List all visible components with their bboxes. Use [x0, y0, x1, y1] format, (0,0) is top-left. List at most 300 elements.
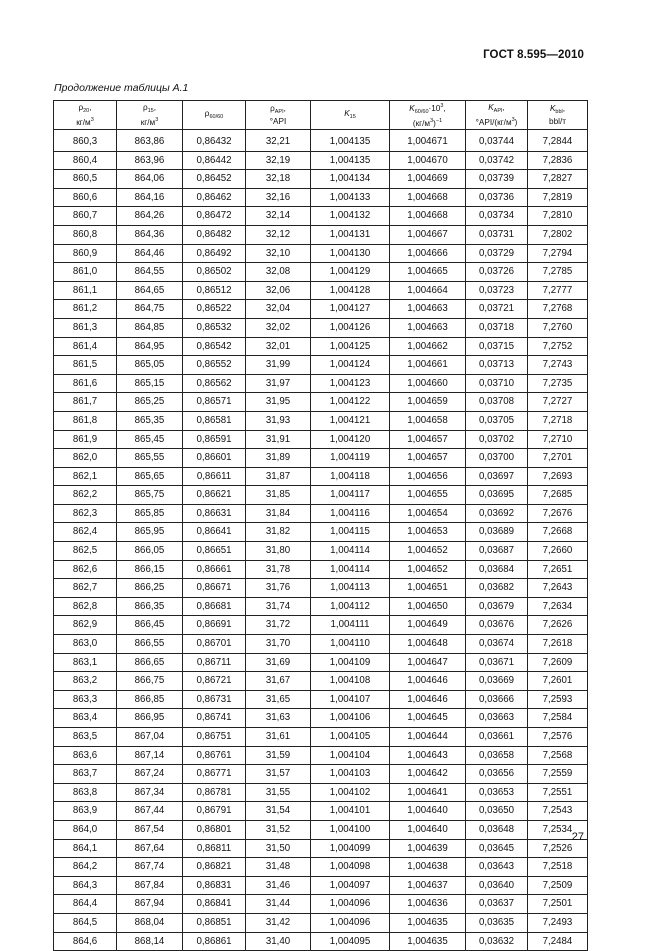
- cell-kbbl: 7,2651: [528, 560, 588, 579]
- cell-kapi: 0,03684: [466, 560, 528, 579]
- cell-kapi: 0,03637: [466, 895, 528, 914]
- table-row: [54, 820, 588, 839]
- cell-rho15: 867,54: [117, 820, 183, 839]
- cell-k15: 1,004115: [311, 523, 390, 542]
- cell-rho20: 861,7: [54, 393, 117, 412]
- cell-k6060: 1,004640: [390, 802, 466, 821]
- cell-rho20: 861,0: [54, 263, 117, 282]
- cell-kapi: 0,03669: [466, 672, 528, 691]
- cell-rho20: 862,7: [54, 579, 117, 598]
- cell-rhoapi: 31,42: [246, 913, 311, 932]
- cell-k15: 1,004103: [311, 765, 390, 784]
- cell-rho20: 863,0: [54, 635, 117, 654]
- cell-rho6060: 0,86771: [183, 765, 246, 784]
- table-row: [54, 802, 588, 821]
- cell-k15: 1,004109: [311, 653, 390, 672]
- cell-k6060: 1,004651: [390, 579, 466, 598]
- cell-rhoapi: 32,16: [246, 188, 311, 207]
- cell-rhoapi: 32,21: [246, 130, 311, 152]
- cell-rho6060: 0,86552: [183, 356, 246, 375]
- cell-kbbl: 7,2634: [528, 597, 588, 616]
- cell-kapi: 0,03635: [466, 913, 528, 932]
- cell-k6060: 1,004660: [390, 374, 466, 393]
- cell-kbbl: 7,2660: [528, 542, 588, 561]
- cell-kapi: 0,03653: [466, 783, 528, 802]
- cell-rho15: 865,95: [117, 523, 183, 542]
- cell-k15: 1,004105: [311, 728, 390, 747]
- cell-rho15: 865,75: [117, 486, 183, 505]
- cell-k6060: 1,004637: [390, 876, 466, 895]
- cell-k6060: 1,004643: [390, 746, 466, 765]
- cell-kbbl: 7,2777: [528, 281, 588, 300]
- cell-k6060: 1,004646: [390, 690, 466, 709]
- cell-rho15: 867,64: [117, 839, 183, 858]
- cell-k15: 1,004096: [311, 913, 390, 932]
- cell-kapi: 0,03739: [466, 170, 528, 189]
- cell-k15: 1,004135: [311, 151, 390, 170]
- cell-kbbl: 7,2584: [528, 709, 588, 728]
- cell-rho15: 867,04: [117, 728, 183, 747]
- table-row: [54, 579, 588, 598]
- cell-k6060: 1,004653: [390, 523, 466, 542]
- cell-rhoapi: 31,44: [246, 895, 311, 914]
- cell-k15: 1,004107: [311, 690, 390, 709]
- table-row: [54, 635, 588, 654]
- cell-kapi: 0,03640: [466, 876, 528, 895]
- cell-k15: 1,004116: [311, 504, 390, 523]
- cell-rhoapi: 31,59: [246, 746, 311, 765]
- cell-k15: 1,004125: [311, 337, 390, 356]
- cell-rho20: 862,1: [54, 467, 117, 486]
- cell-k15: 1,004098: [311, 858, 390, 877]
- cell-kbbl: 7,2643: [528, 579, 588, 598]
- cell-k15: 1,004122: [311, 393, 390, 412]
- cell-rho20: 864,6: [54, 932, 117, 951]
- cell-kapi: 0,03676: [466, 616, 528, 635]
- cell-k6060: 1,004668: [390, 188, 466, 207]
- cell-kbbl: 7,2810: [528, 207, 588, 226]
- cell-k6060: 1,004669: [390, 170, 466, 189]
- cell-rhoapi: 31,57: [246, 765, 311, 784]
- cell-rhoapi: 31,80: [246, 542, 311, 561]
- table-row: [54, 523, 588, 542]
- cell-rho20: 861,6: [54, 374, 117, 393]
- cell-k15: 1,004123: [311, 374, 390, 393]
- cell-rho20: 864,2: [54, 858, 117, 877]
- cell-kapi: 0,03645: [466, 839, 528, 858]
- cell-k6060: 1,004650: [390, 597, 466, 616]
- cell-k6060: 1,004639: [390, 839, 466, 858]
- table-row: [54, 728, 588, 747]
- cell-rhoapi: 32,10: [246, 244, 311, 263]
- data-table: [53, 100, 588, 951]
- cell-rho15: 867,94: [117, 895, 183, 914]
- cell-rho15: 866,95: [117, 709, 183, 728]
- cell-kbbl: 7,2802: [528, 225, 588, 244]
- cell-kbbl: 7,2493: [528, 913, 588, 932]
- cell-k6060: 1,004635: [390, 913, 466, 932]
- cell-k6060: 1,004647: [390, 653, 466, 672]
- table-row: [54, 560, 588, 579]
- cell-rho20: 860,6: [54, 188, 117, 207]
- cell-rhoapi: 31,46: [246, 876, 311, 895]
- cell-rho20: 860,4: [54, 151, 117, 170]
- cell-rho20: 863,7: [54, 765, 117, 784]
- cell-kapi: 0,03710: [466, 374, 528, 393]
- cell-k15: 1,004113: [311, 579, 390, 598]
- cell-rhoapi: 31,50: [246, 839, 311, 858]
- cell-kapi: 0,03715: [466, 337, 528, 356]
- cell-rhoapi: 31,89: [246, 449, 311, 468]
- cell-rhoapi: 31,85: [246, 486, 311, 505]
- cell-rho20: 862,2: [54, 486, 117, 505]
- cell-k6060: 1,004636: [390, 895, 466, 914]
- cell-k6060: 1,004666: [390, 244, 466, 263]
- cell-rho6060: 0,86781: [183, 783, 246, 802]
- cell-kapi: 0,03650: [466, 802, 528, 821]
- cell-kbbl: 7,2735: [528, 374, 588, 393]
- cell-rho15: 864,46: [117, 244, 183, 263]
- cell-rho6060: 0,86581: [183, 411, 246, 430]
- cell-rho15: 865,35: [117, 411, 183, 430]
- cell-rhoapi: 31,78: [246, 560, 311, 579]
- cell-kapi: 0,03734: [466, 207, 528, 226]
- cell-rho6060: 0,86502: [183, 263, 246, 282]
- cell-rho6060: 0,86571: [183, 393, 246, 412]
- cell-k6060: 1,004665: [390, 263, 466, 282]
- cell-rho20: 862,4: [54, 523, 117, 542]
- cell-kbbl: 7,2618: [528, 635, 588, 654]
- cell-rho6060: 0,86542: [183, 337, 246, 356]
- cell-rho15: 864,75: [117, 300, 183, 319]
- cell-k15: 1,004111: [311, 616, 390, 635]
- cell-rhoapi: 32,19: [246, 151, 311, 170]
- cell-rho6060: 0,86562: [183, 374, 246, 393]
- table-row: [54, 263, 588, 282]
- cell-kapi: 0,03671: [466, 653, 528, 672]
- cell-kapi: 0,03718: [466, 318, 528, 337]
- table-row: [54, 913, 588, 932]
- cell-rho15: 864,16: [117, 188, 183, 207]
- table-row: [54, 449, 588, 468]
- cell-k15: 1,004096: [311, 895, 390, 914]
- cell-k6060: 1,004671: [390, 130, 466, 152]
- cell-k6060: 1,004645: [390, 709, 466, 728]
- cell-rho20: 860,5: [54, 170, 117, 189]
- table-row: [54, 597, 588, 616]
- cell-rho20: 862,3: [54, 504, 117, 523]
- cell-rho6060: 0,86831: [183, 876, 246, 895]
- cell-kbbl: 7,2518: [528, 858, 588, 877]
- cell-rho15: 865,65: [117, 467, 183, 486]
- cell-k15: 1,004101: [311, 802, 390, 821]
- cell-rho15: 865,25: [117, 393, 183, 412]
- cell-kbbl: 7,2501: [528, 895, 588, 914]
- cell-rho20: 861,5: [54, 356, 117, 375]
- cell-rhoapi: 31,65: [246, 690, 311, 709]
- cell-kapi: 0,03674: [466, 635, 528, 654]
- table-row: [54, 895, 588, 914]
- table-body: [54, 130, 588, 951]
- cell-rho15: 865,15: [117, 374, 183, 393]
- table-row: [54, 188, 588, 207]
- cell-rho6060: 0,86661: [183, 560, 246, 579]
- cell-k6060: 1,004638: [390, 858, 466, 877]
- table-header-row: [54, 101, 588, 130]
- cell-rho6060: 0,86591: [183, 430, 246, 449]
- table-row: [54, 690, 588, 709]
- cell-kapi: 0,03708: [466, 393, 528, 412]
- col-header-rhoapi: $\rho_{API}$, °API: [246, 101, 311, 130]
- cell-kapi: 0,03702: [466, 430, 528, 449]
- col-header-kbbl: $K_{bbl}$, bbl/т: [528, 101, 588, 130]
- cell-kapi: 0,03663: [466, 709, 528, 728]
- table-row: [54, 281, 588, 300]
- cell-rho20: 862,6: [54, 560, 117, 579]
- table-row: [54, 300, 588, 319]
- cell-kapi: 0,03661: [466, 728, 528, 747]
- cell-k15: 1,004110: [311, 635, 390, 654]
- cell-kapi: 0,03744: [466, 130, 528, 152]
- cell-k6060: 1,004646: [390, 672, 466, 691]
- cell-rhoapi: 32,12: [246, 225, 311, 244]
- cell-k15: 1,004119: [311, 449, 390, 468]
- cell-rho6060: 0,86741: [183, 709, 246, 728]
- cell-rhoapi: 31,54: [246, 802, 311, 821]
- cell-k15: 1,004131: [311, 225, 390, 244]
- cell-rho20: 861,8: [54, 411, 117, 430]
- cell-k15: 1,004129: [311, 263, 390, 282]
- cell-rho6060: 0,86671: [183, 579, 246, 598]
- cell-rho15: 864,26: [117, 207, 183, 226]
- cell-kbbl: 7,2551: [528, 783, 588, 802]
- table-row: [54, 411, 588, 430]
- cell-rhoapi: 31,48: [246, 858, 311, 877]
- cell-kapi: 0,03632: [466, 932, 528, 951]
- cell-k6060: 1,004658: [390, 411, 466, 430]
- cell-kbbl: 7,2685: [528, 486, 588, 505]
- cell-rho6060: 0,86791: [183, 802, 246, 821]
- table-caption: Продолжение таблицы А.1: [54, 82, 189, 94]
- cell-rho20: 863,6: [54, 746, 117, 765]
- cell-rho6060: 0,86841: [183, 895, 246, 914]
- cell-kbbl: 7,2484: [528, 932, 588, 951]
- cell-rho20: 864,3: [54, 876, 117, 895]
- table-row: [54, 337, 588, 356]
- cell-k15: 1,004128: [311, 281, 390, 300]
- cell-kbbl: 7,2844: [528, 130, 588, 152]
- cell-kbbl: 7,2601: [528, 672, 588, 691]
- cell-rhoapi: 31,40: [246, 932, 311, 951]
- cell-rho6060: 0,86721: [183, 672, 246, 691]
- cell-kbbl: 7,2827: [528, 170, 588, 189]
- cell-rho15: 866,25: [117, 579, 183, 598]
- table-row: [54, 170, 588, 189]
- cell-rho15: 864,95: [117, 337, 183, 356]
- cell-rho6060: 0,86801: [183, 820, 246, 839]
- table-row: [54, 225, 588, 244]
- cell-rho6060: 0,86452: [183, 170, 246, 189]
- cell-rho6060: 0,86462: [183, 188, 246, 207]
- cell-k15: 1,004130: [311, 244, 390, 263]
- cell-rhoapi: 31,52: [246, 820, 311, 839]
- cell-kbbl: 7,2543: [528, 802, 588, 821]
- cell-rho20: 862,8: [54, 597, 117, 616]
- cell-k6060: 1,004667: [390, 225, 466, 244]
- table-row: [54, 653, 588, 672]
- cell-rhoapi: 31,84: [246, 504, 311, 523]
- cell-kbbl: 7,2568: [528, 746, 588, 765]
- cell-rho15: 866,55: [117, 635, 183, 654]
- table-row: [54, 356, 588, 375]
- cell-kbbl: 7,2609: [528, 653, 588, 672]
- table-row: [54, 130, 588, 152]
- cell-kbbl: 7,2768: [528, 300, 588, 319]
- cell-kbbl: 7,2509: [528, 876, 588, 895]
- cell-k6060: 1,004641: [390, 783, 466, 802]
- cell-rhoapi: 31,95: [246, 393, 311, 412]
- cell-rho15: 863,96: [117, 151, 183, 170]
- cell-rho20: 862,5: [54, 542, 117, 561]
- cell-k15: 1,004097: [311, 876, 390, 895]
- cell-k6060: 1,004659: [390, 393, 466, 412]
- cell-k15: 1,004117: [311, 486, 390, 505]
- cell-k15: 1,004124: [311, 356, 390, 375]
- cell-rhoapi: 31,82: [246, 523, 311, 542]
- cell-rho15: 864,65: [117, 281, 183, 300]
- cell-k15: 1,004126: [311, 318, 390, 337]
- cell-rhoapi: 31,74: [246, 597, 311, 616]
- cell-rho6060: 0,86731: [183, 690, 246, 709]
- cell-rhoapi: 32,04: [246, 300, 311, 319]
- cell-k15: 1,004106: [311, 709, 390, 728]
- cell-rho6060: 0,86641: [183, 523, 246, 542]
- table-row: [54, 858, 588, 877]
- cell-k6060: 1,004657: [390, 449, 466, 468]
- cell-kapi: 0,03695: [466, 486, 528, 505]
- cell-rhoapi: 31,87: [246, 467, 311, 486]
- cell-kapi: 0,03682: [466, 579, 528, 598]
- cell-rhoapi: 31,67: [246, 672, 311, 691]
- cell-kapi: 0,03656: [466, 765, 528, 784]
- cell-rho6060: 0,86621: [183, 486, 246, 505]
- cell-kbbl: 7,2534: [528, 820, 588, 839]
- cell-rhoapi: 31,61: [246, 728, 311, 747]
- cell-rho20: 863,3: [54, 690, 117, 709]
- cell-kbbl: 7,2794: [528, 244, 588, 263]
- cell-k6060: 1,004635: [390, 932, 466, 951]
- cell-kbbl: 7,2710: [528, 430, 588, 449]
- table-row: [54, 504, 588, 523]
- cell-rho20: 862,0: [54, 449, 117, 468]
- cell-kapi: 0,03689: [466, 523, 528, 542]
- cell-kbbl: 7,2693: [528, 467, 588, 486]
- cell-k6060: 1,004657: [390, 430, 466, 449]
- cell-k6060: 1,004644: [390, 728, 466, 747]
- cell-kbbl: 7,2785: [528, 263, 588, 282]
- cell-rho20: 864,5: [54, 913, 117, 932]
- cell-k15: 1,004134: [311, 170, 390, 189]
- cell-kapi: 0,03731: [466, 225, 528, 244]
- cell-kbbl: 7,2718: [528, 411, 588, 430]
- cell-k15: 1,004112: [311, 597, 390, 616]
- cell-rho6060: 0,86432: [183, 130, 246, 152]
- cell-k6060: 1,004652: [390, 542, 466, 561]
- cell-k6060: 1,004652: [390, 560, 466, 579]
- cell-rho20: 861,9: [54, 430, 117, 449]
- cell-rho6060: 0,86711: [183, 653, 246, 672]
- cell-rhoapi: 32,01: [246, 337, 311, 356]
- cell-rho20: 863,4: [54, 709, 117, 728]
- cell-rhoapi: 31,76: [246, 579, 311, 598]
- cell-k15: 1,004099: [311, 839, 390, 858]
- cell-rho6060: 0,86512: [183, 281, 246, 300]
- cell-k6060: 1,004648: [390, 635, 466, 654]
- cell-rho6060: 0,86691: [183, 616, 246, 635]
- cell-rho20: 861,4: [54, 337, 117, 356]
- cell-k15: 1,004133: [311, 188, 390, 207]
- cell-rho6060: 0,86472: [183, 207, 246, 226]
- cell-rho15: 864,36: [117, 225, 183, 244]
- cell-rho15: 866,85: [117, 690, 183, 709]
- cell-rhoapi: 31,72: [246, 616, 311, 635]
- cell-rho6060: 0,86631: [183, 504, 246, 523]
- cell-rho20: 860,3: [54, 130, 117, 152]
- cell-rho15: 865,45: [117, 430, 183, 449]
- cell-k15: 1,004135: [311, 130, 390, 152]
- cell-rho20: 864,0: [54, 820, 117, 839]
- cell-kbbl: 7,2836: [528, 151, 588, 170]
- cell-rhoapi: 31,69: [246, 653, 311, 672]
- table-row: [54, 430, 588, 449]
- cell-k6060: 1,004664: [390, 281, 466, 300]
- table-row: [54, 709, 588, 728]
- cell-rho20: 863,9: [54, 802, 117, 821]
- cell-k6060: 1,004649: [390, 616, 466, 635]
- cell-k15: 1,004108: [311, 672, 390, 691]
- table-row: [54, 672, 588, 691]
- col-header-rho15: $\rho_{15}$, $кг/м^3$: [117, 101, 183, 130]
- cell-k6060: 1,004663: [390, 318, 466, 337]
- cell-kbbl: 7,2727: [528, 393, 588, 412]
- cell-rho20: 860,8: [54, 225, 117, 244]
- cell-rho6060: 0,86532: [183, 318, 246, 337]
- cell-kapi: 0,03666: [466, 690, 528, 709]
- cell-k6060: 1,004662: [390, 337, 466, 356]
- table-row: [54, 318, 588, 337]
- cell-k15: 1,004132: [311, 207, 390, 226]
- cell-k6060: 1,004640: [390, 820, 466, 839]
- table-row: [54, 374, 588, 393]
- cell-rho15: 867,74: [117, 858, 183, 877]
- col-header-rho20: $\rho_{20}$, $кг/м^3$: [54, 101, 117, 130]
- cell-rho20: 860,7: [54, 207, 117, 226]
- table-row: [54, 151, 588, 170]
- cell-rhoapi: 32,06: [246, 281, 311, 300]
- cell-kbbl: 7,2626: [528, 616, 588, 635]
- cell-rhoapi: 31,55: [246, 783, 311, 802]
- cell-rho20: 861,2: [54, 300, 117, 319]
- table-row: [54, 542, 588, 561]
- cell-kapi: 0,03713: [466, 356, 528, 375]
- cell-kbbl: 7,2526: [528, 839, 588, 858]
- table-row: [54, 616, 588, 635]
- cell-k6060: 1,004654: [390, 504, 466, 523]
- cell-rho20: 863,8: [54, 783, 117, 802]
- cell-rhoapi: 31,91: [246, 430, 311, 449]
- cell-rhoapi: 31,70: [246, 635, 311, 654]
- cell-rhoapi: 32,14: [246, 207, 311, 226]
